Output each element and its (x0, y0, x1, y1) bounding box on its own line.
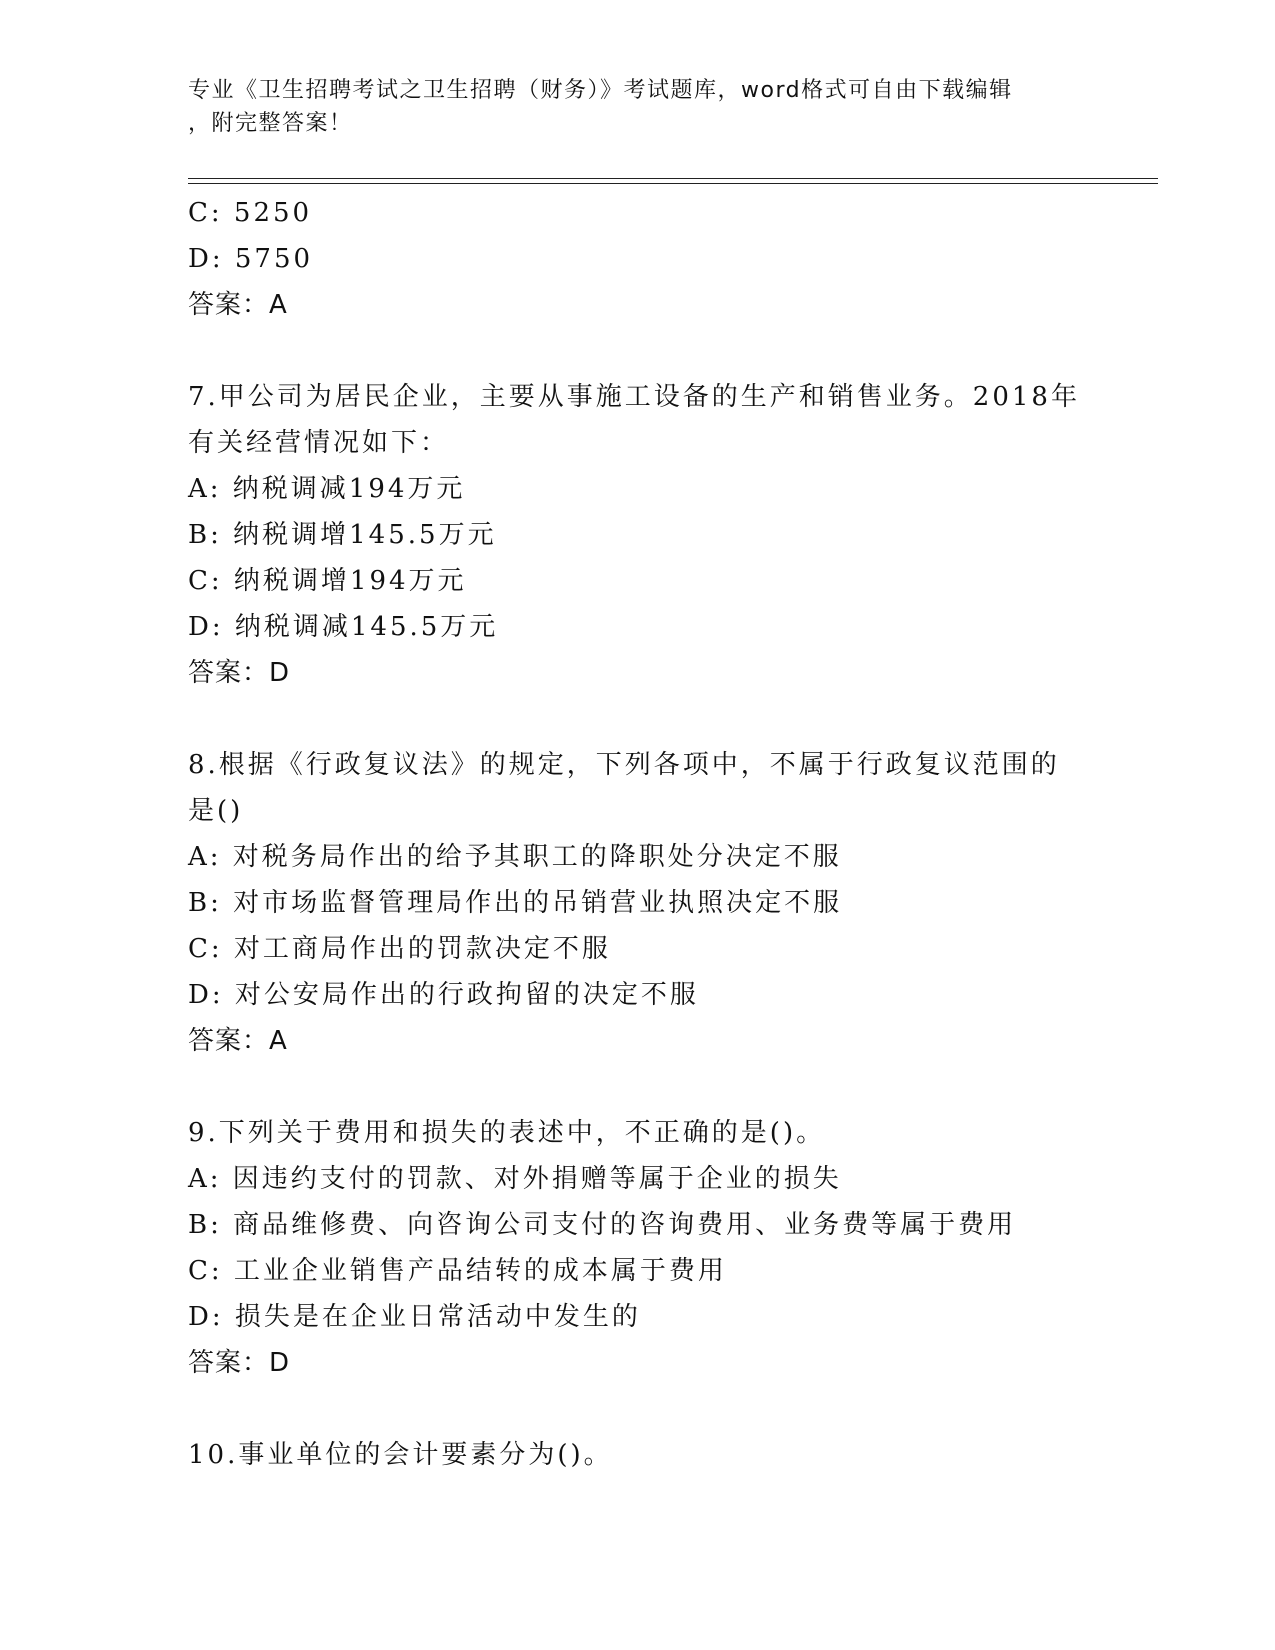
spacer (188, 1386, 1148, 1432)
option-a: A: 纳税调减194万元 (188, 474, 466, 504)
document-header (188, 74, 1088, 140)
question-stem-line-1: 7.甲公司为居民企业，主要从事施工设备的生产和销售业务。2018年 (188, 382, 1080, 412)
option-d: D: 纳税调减145.5万元 (188, 612, 499, 642)
question-block-8 (188, 742, 1148, 1064)
option-a: A: 对税务局作出的给予其职工的降职处分决定不服 (188, 842, 842, 872)
header-line-1: 专业《卫生招聘考试之卫生招聘（财务）》考试题库，word格式可自由下载编辑 (188, 78, 1013, 103)
option-c: C: 工业企业销售产品结转的成本属于费用 (188, 1256, 727, 1286)
option-b: B: 纳税调增145.5万元 (188, 520, 497, 550)
header-line-2: ，附完整答案！ (188, 111, 353, 136)
header-divider-bottom (188, 183, 1158, 184)
option-d: D: 5750 (188, 244, 314, 274)
option-b: B: 商品维修费、向咨询公司支付的咨询费用、业务费等属于费用 (188, 1210, 1017, 1240)
option-d: D: 对公安局作出的行政拘留的决定不服 (188, 980, 699, 1010)
question-stem-line-1: 10.事业单位的会计要素分为()。 (188, 1440, 613, 1470)
question-block-6-continued (188, 190, 1148, 328)
question-stem-line-2: 是() (188, 796, 244, 826)
question-block-9 (188, 1110, 1148, 1386)
option-c: C: 5250 (188, 198, 313, 228)
option-d: D: 损失是在企业日常活动中发生的 (188, 1302, 641, 1332)
header-divider-top (188, 178, 1158, 179)
question-stem-line-1: 8.根据《行政复议法》的规定，下列各项中，不属于行政复议范围的 (188, 750, 1060, 780)
spacer (188, 1064, 1148, 1110)
question-list (188, 190, 1148, 1478)
spacer (188, 696, 1148, 742)
question-stem-line-2: 有关经营情况如下： (188, 428, 450, 458)
answer-line: 答案：A (188, 1026, 288, 1056)
question-stem-line-1: 9.下列关于费用和损失的表述中，不正确的是()。 (188, 1118, 826, 1148)
option-c: C: 对工商局作出的罚款决定不服 (188, 934, 611, 964)
question-block-10 (188, 1432, 1148, 1478)
answer-line: 答案：A (188, 290, 288, 320)
spacer (188, 328, 1148, 374)
option-c: C: 纳税调增194万元 (188, 566, 467, 596)
option-b: B: 对市场监督管理局作出的吊销营业执照决定不服 (188, 888, 843, 918)
option-a: A: 因违约支付的罚款、对外捐赠等属于企业的损失 (188, 1164, 842, 1194)
answer-line: 答案：D (188, 658, 291, 688)
question-block-7 (188, 374, 1148, 696)
answer-line: 答案：D (188, 1348, 291, 1378)
